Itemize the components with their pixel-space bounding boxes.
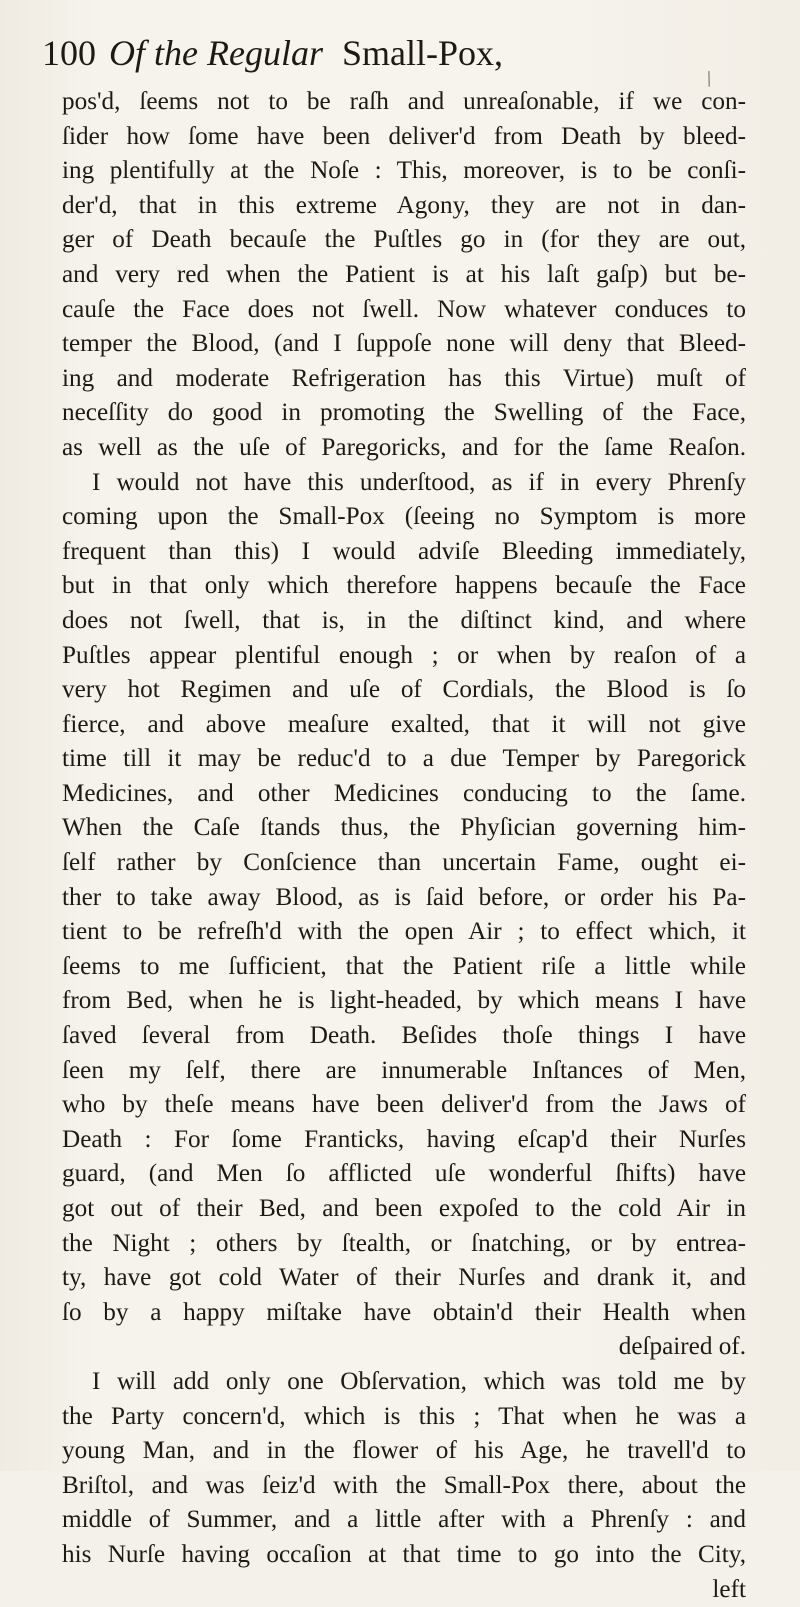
text-line: ſider how ſome have been deliver'd from Death by bleed- <box>62 122 746 150</box>
text-line: neceſſity do good in promoting the Swelling of the Face, <box>62 399 746 427</box>
text-line: I will add only one Obſervation, which was told me by <box>92 1367 746 1395</box>
text-line: does not ſwell, that is, in the diſtinct kind, and where <box>62 606 746 634</box>
text-line: who by theſe means have been deliver'd from the Jaws of <box>62 1091 746 1119</box>
body-text <box>62 85 746 1607</box>
text-line: der'd, that in this extreme Agony, they are not in dan- <box>62 191 746 219</box>
text-line: I would not have this underſtood, as if in every Phrenſy <box>92 468 746 496</box>
text-line: from Bed, when he is light-headed, by which means I have <box>62 987 746 1015</box>
text-line: got out of their Bed, and been expoſed to the cold Air in <box>62 1195 746 1222</box>
text-line: cauſe the Face does not ſwell. Now whatever conduces to <box>62 295 746 323</box>
running-subtitle: Small-Pox, <box>341 33 503 73</box>
text-line: Puſtles appear plentiful enough ; or when by reaſon of a <box>62 641 746 669</box>
text-line: ſaved ſeveral from Death. Beſides thoſe things I have <box>62 1022 746 1050</box>
text-line: ger of Death becauſe the Puſtles go in (for they are out, <box>62 226 746 254</box>
text-line: tient to be refreſh'd with the open Air ; to effect which, it <box>62 918 746 946</box>
running-title: Of the Regular <box>109 33 323 73</box>
text-line: ſelf rather by Conſcience than uncertain Fame, ought ei- <box>62 849 746 877</box>
text-line: frequent than this) I would adviſe Bleeding immediately, <box>62 537 746 565</box>
text-line: fierce, and above meaſure exalted, that it will not give <box>62 710 746 738</box>
catchword: left <box>712 1575 746 1603</box>
page-header <box>42 28 762 78</box>
text-line: ty, have got cold Water of their Nurſes and drank it, and <box>62 1264 746 1292</box>
text-line: When the Caſe ſtands thus, the Phyſician governing him- <box>62 814 746 842</box>
text-line: ſo by a happy miſtake have obtain'd their Health when <box>62 1298 746 1326</box>
text-line: ing plentifully at the Noſe : This, moreover, is to be conſi- <box>62 157 746 185</box>
text-line: ſeen my ſelf, there are innumerable Inſtances of Men, <box>62 1056 746 1084</box>
text-line: middle of Summer, and a little after with a Phrenſy : and <box>62 1506 746 1534</box>
text-line: the Night ; others by ſtealth, or ſnatching, or by entrea- <box>62 1229 746 1257</box>
text-line: Death : For ſome Franticks, having eſcap'd their Nurſes <box>62 1125 746 1153</box>
page-number: 100 <box>42 33 96 73</box>
text-line: as well as the uſe of Paregoricks, and for the ſame Reaſon. <box>62 433 746 461</box>
text-line: and very red when the Patient is at his laſt gaſp) but be- <box>62 260 746 288</box>
text-line: coming upon the Small-Pox (ſeeing no Symptom is more <box>62 503 746 531</box>
text-line: ing and moderate Refrigeration has this Virtue) muſt of <box>62 364 746 392</box>
text-line: time till it may be reduc'd to a due Temper by Paregorick <box>62 745 746 773</box>
text-line: but in that only which therefore happens becauſe the Face <box>62 572 746 600</box>
text-line: ther to take away Blood, as is ſaid before, or order his Pa- <box>62 883 746 911</box>
text-line: the Party concern'd, which is this ; That when he was a <box>62 1402 746 1430</box>
text-line: guard, (and Men ſo afflicted uſe wonderful ſhifts) have <box>62 1160 746 1188</box>
text-line: his Nurſe having occaſion at that time to go into the City, <box>62 1540 746 1568</box>
text-line: Briſtol, and was ſeiz'd with the Small-Pox there, about the <box>62 1471 746 1499</box>
text-line: young Man, and in the flower of his Age, he travell'd to <box>62 1437 746 1465</box>
text-line: ſeems to me ſufficient, that the Patient riſe a little while <box>62 952 746 980</box>
text-line: Medicines, and other Medicines conducing to the ſame. <box>62 779 746 807</box>
text-line: temper the Blood, (and I ſuppoſe none will deny that Bleed- <box>62 330 746 358</box>
margin-mark: / <box>701 65 717 92</box>
text-line: deſpaired of. <box>618 1333 746 1361</box>
text-line: pos'd, ſeems not to be raſh and unreaſonable, if we con- <box>62 88 746 115</box>
text-line: very hot Regimen and uſe of Cordials, the Blood is ſo <box>62 676 746 704</box>
